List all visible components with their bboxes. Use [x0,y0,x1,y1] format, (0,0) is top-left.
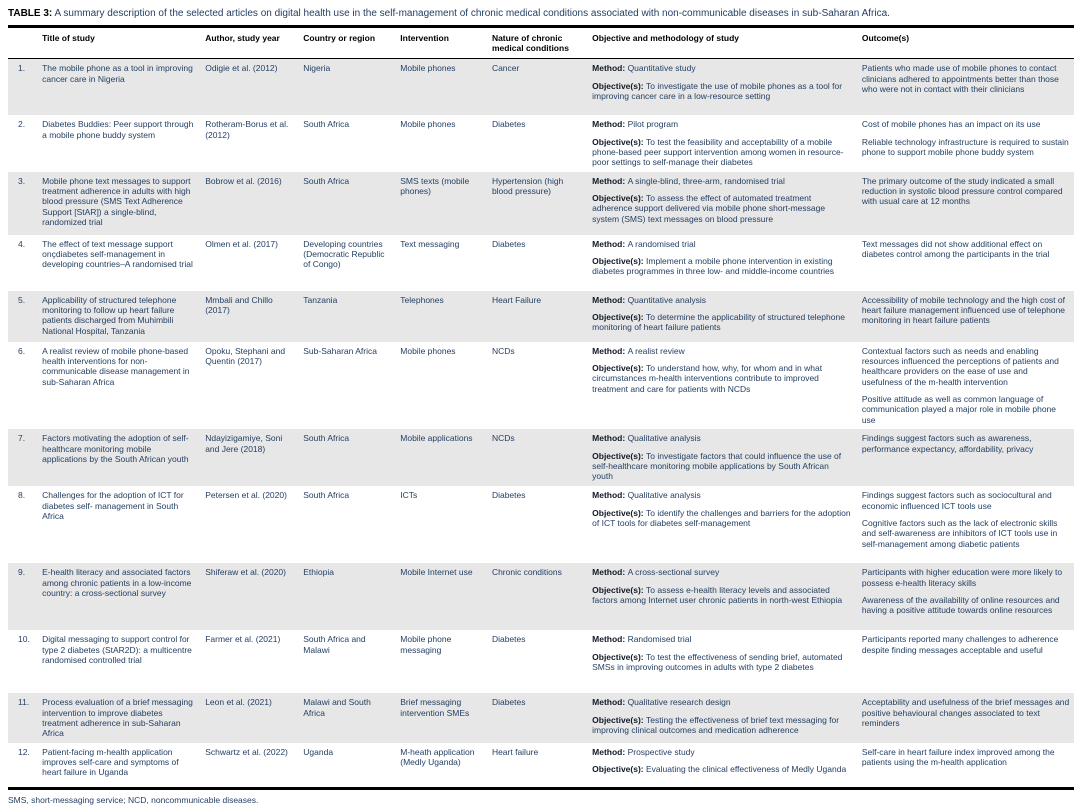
cell-title: The mobile phone as a tool in improving cancer care in Nigeria [42,63,193,84]
cell-objective-methodology: Method: Prospective study Objective(s): Evaluating the clinical effectiveness of Medly Uganda [592,746,847,774]
cell-condition: Hypertension (high blood pressure) [491,175,564,197]
cell-country: Sub-Saharan Africa [303,345,377,356]
cell-outcomes: Text messages did not show additional effect on diabetes control among the participants in the trial [861,238,1050,260]
cell-intervention: Text messaging [400,238,460,249]
cell-condition: Diabetes [491,697,526,708]
table-row [8,291,1074,342]
cell-author: Leon et al. (2021) [205,697,272,708]
cell-objective-methodology: Method: Pilot program Objective(s): To test the feasibility and acceptability of a mobile phone-based peer support intervention among women in resource-poor settings to self-manage their diabetes [592,119,844,168]
cell-author: Petersen et al. (2020) [205,490,287,501]
column-header: Intervention [400,32,449,43]
cell-row-number: 6. [18,345,26,356]
field-label: Objective(s): [592,80,646,91]
cell-title: Factors motivating the adoption of self-healthcare monitoring mobile applications by the South African youth [42,433,189,464]
cell-title: Mobile phone text messages to support treatment adherence in adults with high blood pressure (SMS Text Adherence Support [StAR]) a single-blind, randomized trial [42,175,191,228]
field-label: Method: [592,119,628,130]
cell-intervention: Brief messaging intervention SMEs [400,697,470,718]
table-row [8,235,1074,291]
cell-intervention: Mobile phones [400,345,456,356]
cell-outcomes: Participants with higher education were more likely to possess e-health literacy skills Awareness of the availability of online resources and having a positive attitude towards online resources [861,567,1063,616]
field-label: Objective(s): [592,584,646,595]
cell-intervention: Mobile phones [400,119,456,130]
cell-objective-methodology: Method: Qualitative analysis Objective(s): To investigate factors that could influence the use of self-healthcare monitoring mobile applications by South African youth [592,433,842,482]
cell-outcomes: Acceptability and usefulness of the brief messages and positive behavioural changes associated to text reminders [861,697,1070,728]
cell-country: South Africa [303,490,350,501]
cell-row-number: 2. [18,119,26,130]
cell-row-number: 12. [18,746,30,757]
cell-author: Shiferaw et al. (2020) [205,567,286,578]
cell-title: Diabetes Buddies: Peer support through a mobile phone buddy system [42,119,194,140]
cell-author: Rotheram-Borus et al. (2012) [205,119,289,140]
field-label: Objective(s): [592,763,646,774]
cell-country: Developing countries (Democratic Republic of Congo) [303,238,385,270]
cell-intervention: Telephones [400,294,444,305]
cell-country: Nigeria [303,63,331,74]
cell-row-number: 1. [18,63,26,74]
cell-title: Process evaluation of a brief messaging intervention to improve diabetes treatment adherence in sub-Saharan Africa [42,697,193,739]
cell-outcomes: Findings suggest factors such as sociocultural and economic influenced ICT tools use Cognitive factors such as the lack of electronic skills and self-awareness are inhibitors of ICT tools use in self-management among diabetic patients [861,490,1058,549]
cell-row-number: 3. [18,175,26,186]
cell-objective-methodology: Method: A single-blind, three-arm, randomised trial Objective(s): To assess the effect of automated treatment adherence support delivered via mobile phone short-message system (SMS) text messages on blood pressure [592,175,826,224]
cell-intervention: SMS texts (mobile phones) [400,175,470,197]
cell-intervention: M-heath application (Medly Uganda) [400,746,475,767]
cell-condition: Diabetes [491,490,526,501]
table-row [8,172,1074,235]
field-label: Objective(s): [592,507,646,518]
cell-row-number: 11. [18,697,30,708]
field-label: Method: [592,175,628,186]
field-label: Objective(s): [592,363,646,374]
table-footnote: SMS, short-messaging service; NCD, noncommunicable diseases. [8,794,259,805]
cell-row-number: 5. [18,294,26,305]
cell-objective-methodology: Method: Quantitative study Objective(s): To investigate the use of mobile phones as a tool for improving cancer care in a low-resource setting [592,63,843,101]
cell-outcomes: Findings suggest factors such as awareness, performance expectancy, affordability, privacy [861,433,1034,454]
cell-objective-methodology: Method: Qualitative research design Objective(s): Testing the effectiveness of brief text messaging for improving clinical outcomes and medication adherence [592,697,840,735]
field-label: Method: [592,746,628,757]
cell-objective-methodology: Method: A cross-sectional survey Objective(s): To assess e-health literacy levels and associated factors among Internet user chronic patients in north-west Ethiopia [592,567,843,605]
cell-author: Bobrow et al. (2016) [205,175,282,186]
field-label: Objective(s): [592,256,646,267]
column-header: Author, study year [205,32,280,43]
cell-intervention: Mobile phone messaging [400,634,452,655]
field-label: Method: [592,490,628,501]
column-header: Nature of chronic medical conditions [491,32,569,53]
field-label: Method: [592,567,628,578]
cell-author: Odigie et al. (2012) [205,63,278,74]
table-caption-label: TABLE 3: [8,8,53,19]
cell-outcomes: Self-care in heart failure index improved among the patients using the m-health application [861,746,1055,767]
cell-country: South Africa and Malawi [303,634,366,655]
field-label: Objective(s): [592,312,646,323]
field-label: Method: [592,433,628,444]
cell-objective-methodology: Method: Qualitative analysis Objective(s): To identify the challenges and barriers for the adoption of ICT tools for diabetes self-management [592,490,851,528]
cell-intervention: Mobile applications [400,433,473,444]
cell-title: Patient-facing m-health application improves self-care and symptoms of heart failure in Uganda [42,746,179,778]
table-header-row [8,28,1074,59]
cell-objective-methodology: Method: Randomised trial Objective(s): To test the effectiveness of sending brief, automated SMSs in improving outcomes in adults with type 2 diabetes [592,634,843,672]
cell-row-number: 9. [18,567,26,578]
cell-country: Malawi and South Africa [303,697,371,718]
cell-row-number: 8. [18,490,26,501]
cell-row-number: 4. [18,238,26,249]
summary-table [8,28,1074,787]
field-label: Objective(s): [592,193,646,204]
cell-country: South Africa [303,175,350,186]
table-row [8,429,1074,486]
cell-intervention: Mobile Internet use [400,567,473,578]
cell-row-number: 7. [18,433,26,444]
field-label: Method: [592,634,628,645]
cell-outcomes: Patients who made use of mobile phones to contact clinicians adhered to appointments better than those who were not in contact with their clinicians [861,63,1059,94]
cell-outcomes: Accessibility of mobile technology and the high cost of heart failure management influenced use of telephone monitoring in heart failure patients [861,294,1066,326]
cell-objective-methodology: Method: A randomised trial Objective(s): Implement a mobile phone intervention in existing diabetes programmes in three low- and middle-income countries [592,238,835,277]
cell-title: E-health literacy and associated factors among chronic patients in a low-income country: a cross-sectional survey [42,567,192,598]
cell-country: Tanzania [303,294,338,305]
cell-condition: Diabetes [491,634,526,645]
cell-author: Ndayizigamiye, Soni and Jere (2018) [205,433,283,454]
cell-country: Ethiopia [303,567,334,578]
cell-author: Olmen et al. (2017) [205,238,278,249]
table-row [8,693,1074,742]
table-row [8,342,1074,430]
cell-condition: Chronic conditions [491,567,562,578]
table-row [8,115,1074,171]
cell-condition: NCDs [491,345,515,356]
cell-objective-methodology: Method: A realist review Objective(s): To understand how, why, for whom and in what circumstances m-health interventions contribute to improved treatment and care for patients with NCDs [592,345,823,394]
column-header: Title of study [42,32,95,43]
cell-country: Uganda [303,746,334,757]
cell-title: Applicability of structured telephone monitoring to follow up heart failure patients discharged from Muhimbili National Hospital, Tanzania [42,294,177,336]
cell-outcomes: The primary outcome of the study indicated a small reduction in systolic blood pressure control compared with usual care at 12 months [861,175,1063,207]
column-header: Outcome(s) [861,32,910,43]
cell-condition: Diabetes [491,238,526,249]
cell-condition: Heart failure [491,746,539,757]
cell-title: The effect of text message support onçdiabetes self-management in developing countries–A randomised trial [42,238,193,270]
field-label: Method: [592,345,628,356]
cell-outcomes: Cost of mobile phones has an impact on its use Reliable technology infrastructure is required to sustain phone to support mobile phone buddy system [861,119,1069,157]
table-row [8,59,1074,115]
cell-outcomes: Participants reported many challenges to adherence despite finding messages acceptable and useful [861,634,1059,655]
table-row [8,563,1074,630]
field-label: Method: [592,697,628,708]
table-caption [8,8,1074,21]
table-row [8,486,1074,563]
cell-condition: Heart Failure [491,294,542,305]
field-label: Method: [592,238,628,249]
table-row [8,743,1074,787]
cell-intervention: Mobile phones [400,63,456,74]
cell-intervention: ICTs [400,490,418,501]
cell-title: A realist review of mobile phone-based health interventions for non-communicable disease management in sub-Saharan Africa [42,345,190,387]
field-label: Objective(s): [592,651,646,662]
cell-author: Schwartz et al. (2022) [205,746,288,757]
column-header: Objective and methodology of study [592,32,740,43]
cell-condition: Cancer [491,63,520,74]
cell-title: Digital messaging to support control for type 2 diabetes (StAR2D): a multicentre randomised controlled trial [42,634,192,665]
column-header: Country or region [303,32,376,43]
cell-outcomes: Contextual factors such as needs and enabling resources influenced the perceptions of patients and healthcare providers on the ease of use and usefulness of the m-health intervention Positive attitude as well as common language of communication played a major role in mobile phone use [861,345,1059,425]
cell-objective-methodology: Method: Quantitative analysis Objective(s): To determine the applicability of structured telephone monitoring of heart failure patients [592,294,845,333]
field-label: Objective(s): [592,714,646,725]
cell-country: South Africa [303,433,350,444]
cell-author: Mmbali and Chillo (2017) [205,294,273,316]
cell-condition: NCDs [491,433,515,444]
cell-row-number: 10. [18,634,30,645]
column-header-empty [8,28,42,59]
cell-country: South Africa [303,119,350,130]
field-label: Objective(s): [592,136,646,147]
table-row [8,630,1074,693]
cell-author: Opoku, Stephani and Quentin (2017) [205,345,286,367]
table-caption-text: A summary description of the selected articles on digital health use in the self-management of chronic medical conditions associated with non-communicable diseases in sub-Saharan Africa. [54,8,890,19]
cell-title: Challenges for the adoption of ICT for diabetes self- management in South Africa [42,490,184,521]
field-label: Method: [592,63,628,74]
field-label: Objective(s): [592,450,646,461]
table-body [8,59,1074,786]
cell-condition: Diabetes [491,119,526,130]
cell-author: Farmer et al. (2021) [205,634,281,645]
field-label: Method: [592,294,628,305]
